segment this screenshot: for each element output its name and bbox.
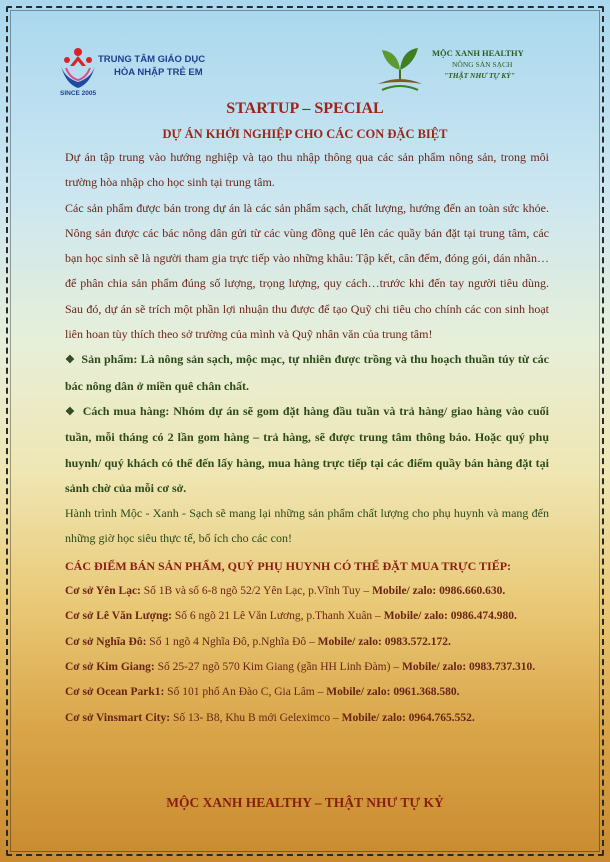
location-item: Cơ sở Yên Lạc: Số 1B và số 6-8 ngõ 52/2 Yên Lạc, p.Vĩnh Tuy – Mobile/ zalo: 0986.660.630.: [65, 585, 506, 598]
locations-list: [65, 579, 549, 731]
sprout-leaf-icon: [372, 40, 428, 96]
purchase-bullet: [65, 399, 549, 501]
page-title: STARTUP – SPECIAL: [226, 100, 384, 117]
footer-slogan: MỘC XANH HEALTHY – THẬT NHƯ TỰ KỶ: [166, 795, 444, 810]
content-body: [65, 145, 549, 731]
education-center-logo: [58, 44, 258, 104]
location-item: Cơ sở Vinsmart City: Số 13- B8, Khu B mới Geleximco – Mobile/ zalo: 0964.765.552.: [65, 711, 475, 724]
brand-name: MỘC XANH HEALTHY: [432, 48, 524, 58]
location-item: Cơ sở Kim Giang: Số 25-27 ngõ 570 Kim Giang (gần HH Linh Đàm) – Mobile/ zalo: 0983.737.310.: [65, 660, 536, 673]
products-description: Các sản phẩm được bán trong dự án là các sản phẩm sạch, chất lượng, hướng đến an toàn sức khỏe. Nông sản được các bác nông dân gửi từ các vùng đồng quê lên các quầy bán đặt tại trung tâm, các bạn học sinh sẽ là người tham gia trực tiếp vào những khâu: Tập kết, cân đếm, đóng gói, dán nhãn…để phân chia sản phẩm đúng số lượng, trọng lượng, quy cách…trước khi đến tay người tiêu dùng. Sau đó, dự án sẽ trích một phần lợi nhuận thu được để tạo Quỹ chi tiêu cho chính các con sinh hoạt liên hoan tùy thích theo sở trường của mình và Quỹ nhân văn của trung tâm!: [65, 200, 549, 342]
children-emblem-icon: [58, 44, 98, 92]
product-bullet: [65, 347, 549, 399]
location-item: Cơ sở Lê Văn Lượng: Số 6 ngõ 21 Lê Văn Lương, p.Thanh Xuân – Mobile/ zalo: 0986.474.980.: [65, 610, 517, 623]
logo-line1: TRUNG TÂM GIÁO DỤC: [98, 54, 206, 65]
brand-slogan: "THẬT NHƯ TỰ KỶ": [444, 71, 515, 80]
diamond-bullet-icon: ❖: [65, 354, 76, 367]
purchase-text: Cách mua hàng: Nhóm dự án sẽ gom đặt hàng đầu tuần và trả hàng/ giao hàng vào cuối tuần, mỗi tháng có 2 lần gom hàng – trả hàng, sẽ được trung tâm thông báo. Hoặc quý phụ huynh/ quý khách có thể đến lấy hàng, mua hàng trực tiếp tại các điểm quầy bán hàng đặt tại sảnh chờ của mỗi cơ sở.: [65, 403, 549, 495]
location-item: Cơ sở Ocean Park1: Số 101 phố An Đào C, Gia Lâm – Mobile/ zalo: 0961.368.580.: [65, 686, 460, 699]
page-subtitle: DỰ ÁN KHỞI NGHIỆP CHO CÁC CON ĐẶC BIỆT: [162, 127, 448, 141]
diamond-bullet-icon: ❖: [65, 405, 76, 418]
logo-since: SINCE 2005: [60, 90, 97, 97]
locations-heading: CÁC ĐIỂM BÁN SẢN PHẨM, QUÝ PHỤ HUYNH CÓ THỂ ĐẶT MUA TRỰC TIẾP:: [65, 558, 512, 573]
product-text: Sản phẩm: Là nông sản sạch, mộc mạc, tự nhiên được trồng và thu hoạch thuần túy từ các bác nông dân ở miền quê chân chất.: [65, 352, 549, 393]
intro-paragraph: Dự án tập trung vào hướng nghiệp và tạo thu nhập thông qua các sản phẩm nông sản, trong môi trường hòa nhập cho học sinh tại trung tâm.: [65, 150, 549, 190]
logo-line2: HÒA NHẬP TRẺ EM: [114, 67, 203, 78]
moc-xanh-logo: [372, 40, 572, 100]
brand-tagline: NÔNG SẢN SẠCH: [452, 60, 513, 69]
journey-paragraph: Hành trình Mộc - Xanh - Sạch sẽ mang lại những sản phẩm chất lượng cho phụ huynh và mang đến những giờ học siêu thực tế, bổ ích cho các con!: [65, 506, 549, 546]
location-item: Cơ sở Nghĩa Đô: Số 1 ngõ 4 Nghĩa Đô, p.Nghĩa Đô – Mobile/ zalo: 0983.572.172.: [65, 635, 451, 648]
header: [0, 30, 610, 102]
